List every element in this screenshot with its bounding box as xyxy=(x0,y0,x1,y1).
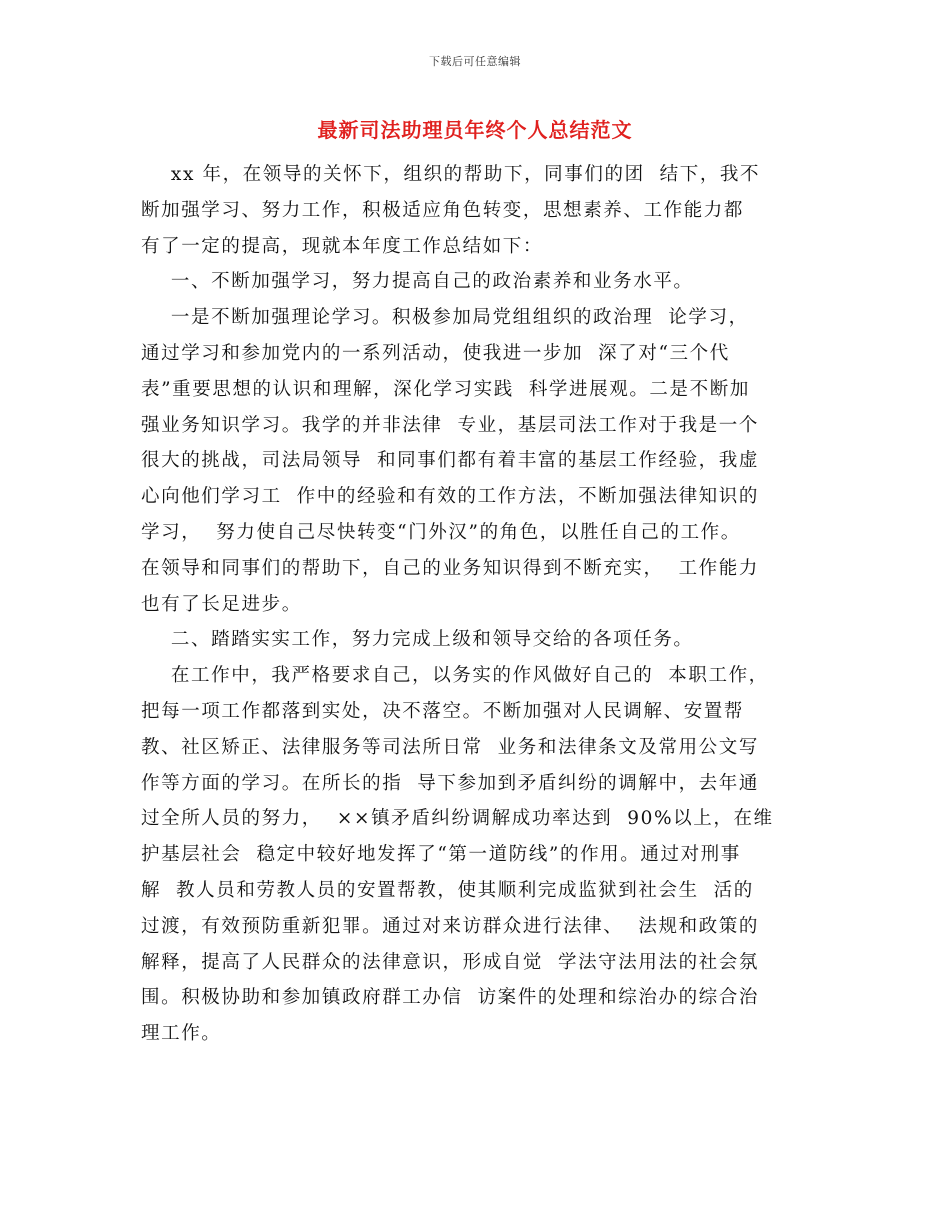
body-line: 理工作。 xyxy=(141,1023,222,1045)
body-line: 断加强学习、努力工作，积极适应角色转变，思想素养、工作能力都 xyxy=(141,199,745,221)
body-line: 强业务知识学习。我学的并非法律 专业，基层司法工作对于我是一个 xyxy=(141,414,759,436)
body-line: 有了一定的提高，现就本年度工作总结如下： xyxy=(141,235,544,257)
body-line: 在工作中，我严格要求自己，以务实的作风做好自己的 本职工作， xyxy=(141,665,769,687)
body-line: 解释，提高了人民群众的法律意识，形成自觉 学法守法用法的社会氛 xyxy=(141,951,759,973)
body-line: 教、社区矫正、法律服务等司法所日常 业务和法律条文及常用公文写 xyxy=(141,736,759,758)
body-line: 一是不断加强理论学习。积极参加局党组组织的政治理 论学习， xyxy=(141,307,749,329)
body-line: 过全所人员的努力， ××镇矛盾纠纷调解成功率达到 90%以上，在维 xyxy=(141,808,774,830)
body-line: 把每一项工作都落到实处，决不落空。不断加强对人民调解、安置帮 xyxy=(141,700,745,722)
body-line: 围。积极协助和参加镇政府群工办信 访案件的处理和综治办的综合治 xyxy=(141,987,759,1009)
body-line: 作等方面的学习。在所长的指 导下参加到矛盾纠纷的调解中，去年通 xyxy=(141,772,759,794)
body-line: 学习， 努力使自己尽快转变“门外汉”的角色，以胜任自己的工作。 xyxy=(141,521,741,543)
body-line: 心向他们学习工 作中的经验和有效的工作方法，不断加强法律知识的 xyxy=(141,486,759,508)
page-header-note: 下载后可任意编辑 xyxy=(429,55,521,68)
body-line: 通过学习和参加党内的一系列活动，使我进一步加 深了对“三个代 xyxy=(141,342,730,364)
body-line: 在领导和同事们的帮助下，自己的业务知识得到不断充实， 工作能力 xyxy=(141,557,759,579)
body-line: 一、不断加强学习，努力提高自己的政治素养和业务水平。 xyxy=(141,271,694,293)
body-line: 解 教人员和劳教人员的安置帮教，使其顺利完成监狱到社会生 活的 xyxy=(141,879,754,901)
body-line: 护基层社会 稳定中较好地发挥了“第一道防线”的作用。通过对刑事 xyxy=(141,844,741,866)
body-line: 很大的挑战，司法局领导 和同事们都有着丰富的基层工作经验，我虚 xyxy=(141,450,759,472)
document-body xyxy=(141,157,813,1052)
body-line: 表”重要思想的认识和理解，深化学习实践 科学进展观。二是不断加 xyxy=(141,378,750,400)
body-line: 二、踏踏实实工作，努力完成上级和领导交给的各项任务。 xyxy=(141,629,694,651)
document-title: 最新司法助理员年终个人总结范文 xyxy=(317,118,633,142)
body-line: 也有了长足进步。 xyxy=(141,593,302,615)
body-line: xx 年，在领导的关怀下，组织的帮助下，同事们的团 结下，我不 xyxy=(141,164,761,185)
body-line: 过渡，有效预防重新犯罪。通过对来访群众进行法律、 法规和政策的 xyxy=(141,915,759,937)
